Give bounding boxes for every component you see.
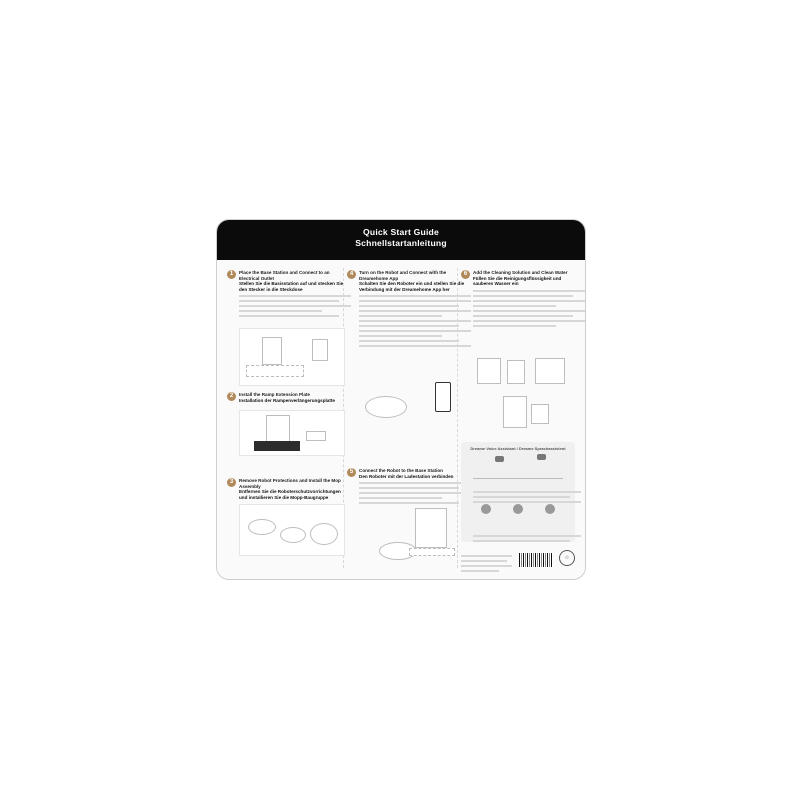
text-line: [473, 320, 585, 322]
step-title: [239, 478, 345, 500]
recycle-icon: ♲: [559, 550, 575, 566]
text-line: [359, 345, 471, 347]
text-line: [359, 300, 471, 302]
step-2: [227, 392, 345, 403]
step-number: 3: [227, 478, 236, 487]
docking-illustration: [359, 504, 463, 568]
step-title-en: Turn on the Robot and Connect with the Dreamehome App: [359, 270, 447, 281]
step-title-en: Connect the Robot to the Base Station: [359, 468, 443, 473]
phone-icon: [435, 382, 451, 412]
step-number: 5: [347, 468, 356, 477]
step-title-de: Füllen Sie die Reinigungsflüssigkeit und sauberes Wasser ein: [473, 275, 562, 287]
text-line: [473, 310, 585, 312]
step-title: [473, 270, 579, 287]
step-title-de: Installation der Rampenverlängerungsplatte: [239, 397, 335, 403]
text-line: [473, 295, 573, 297]
step-title-en: Place the Base Station and Connect to an Electrical Outlet: [239, 270, 330, 281]
robot-top: [248, 519, 276, 535]
voice-title: Dreame Voice Assistant / Dreame Sprachassistent: [470, 446, 566, 451]
step-title: [239, 270, 345, 292]
step-title-de: Schalten Sie den Roboter ein und stellen Sie die Verbindung mit der Dreamehome App her: [359, 281, 465, 292]
text-line: [359, 340, 459, 342]
text-line: [239, 300, 339, 302]
text-line: [359, 305, 459, 307]
robot-bottom: [280, 527, 306, 543]
step-title-de: Stellen Sie die Basisstation auf und stecken Sie den Stecker in die Steckdose: [239, 281, 344, 292]
barcode: [519, 553, 553, 567]
step-number: 1: [227, 270, 236, 279]
text-line: [473, 535, 581, 537]
text-line: [239, 295, 351, 297]
footer-note: [461, 552, 515, 572]
floor-area: [246, 365, 304, 377]
step-title: [239, 392, 345, 403]
text-line: [359, 335, 442, 337]
text-line: [359, 295, 471, 297]
command-icon: [481, 504, 491, 514]
text-line: [359, 492, 471, 494]
command-icon: [545, 504, 555, 514]
text-line: [239, 305, 351, 307]
column-2: [347, 266, 465, 572]
text-line: [473, 501, 581, 503]
step-title: [359, 468, 465, 479]
base-station: [503, 396, 527, 428]
text-line: [473, 496, 570, 498]
text-line: [461, 570, 499, 572]
text-line: [473, 305, 556, 307]
base-station: [262, 337, 282, 365]
text-line: [473, 491, 581, 493]
text-line: [239, 310, 322, 312]
text-line: [473, 300, 585, 302]
step-1: [227, 270, 345, 317]
text-line: [359, 497, 442, 499]
title-en: Quick Start Guide: [363, 227, 439, 237]
step-title-en: Remove Robot Protections and Install the Mop Assembly: [239, 478, 341, 489]
text-line: [473, 315, 573, 317]
step-4: [347, 270, 465, 347]
text-line: [473, 325, 556, 327]
solution-bottle: [531, 404, 549, 424]
mop-illustration: [239, 504, 345, 556]
step-number: 6: [461, 270, 470, 279]
text-line: [359, 482, 471, 484]
base-station: [415, 508, 447, 548]
tank: [507, 360, 525, 384]
base-station: [266, 415, 290, 443]
ramp-illustration: [239, 410, 345, 456]
step-number: 2: [227, 392, 236, 401]
text-line: [461, 560, 507, 562]
step-6: [461, 270, 579, 327]
text-line: [359, 320, 471, 322]
step-title-en: Add the Cleaning Solution and Clean Water: [473, 270, 568, 275]
water-tank-illustration: [473, 354, 577, 434]
step-title-en: Install the Ramp Extension Plate: [239, 392, 310, 397]
step-title-de: Entfernen Sie die Roboterschutzvorrichtungen und installieren Sie die Mopp-Baugruppe: [239, 489, 341, 500]
speech-bubble: [537, 454, 546, 460]
text-line: [359, 310, 471, 312]
quick-start-sheet: [216, 219, 586, 580]
ramp-detail: [306, 431, 326, 441]
text-line: [473, 540, 570, 542]
text-line: [359, 330, 471, 332]
text-line: [461, 565, 512, 567]
wall-outlet: [312, 339, 328, 361]
column-1: [227, 266, 345, 572]
voice-assistant-panel: [461, 442, 575, 542]
base-station: [535, 358, 565, 384]
text-line: [461, 555, 512, 557]
step-title-de: Den Roboter mit der Ladestation verbinden: [359, 473, 454, 479]
text-line: [359, 487, 459, 489]
text-line: [473, 290, 585, 292]
voice-line: [473, 468, 563, 479]
app-illustration: [359, 378, 463, 426]
ramp-plate: [254, 441, 300, 451]
text-line: [359, 315, 442, 317]
mop-assembly: [310, 523, 338, 545]
text-line: [359, 325, 459, 327]
base-station: [477, 358, 501, 384]
command-icon: [513, 504, 523, 514]
text-line: [239, 315, 339, 317]
robot: [365, 396, 407, 418]
step-title: [359, 270, 465, 292]
step-number: 4: [347, 270, 356, 279]
ramp-plate: [409, 548, 455, 556]
step-3: [227, 478, 345, 500]
title-de: Schnellstartanleitung: [355, 238, 447, 248]
speech-bubble: [495, 456, 504, 462]
step-5: [347, 468, 465, 504]
header-bar: [217, 220, 585, 260]
base-station-illustration: [239, 328, 345, 386]
